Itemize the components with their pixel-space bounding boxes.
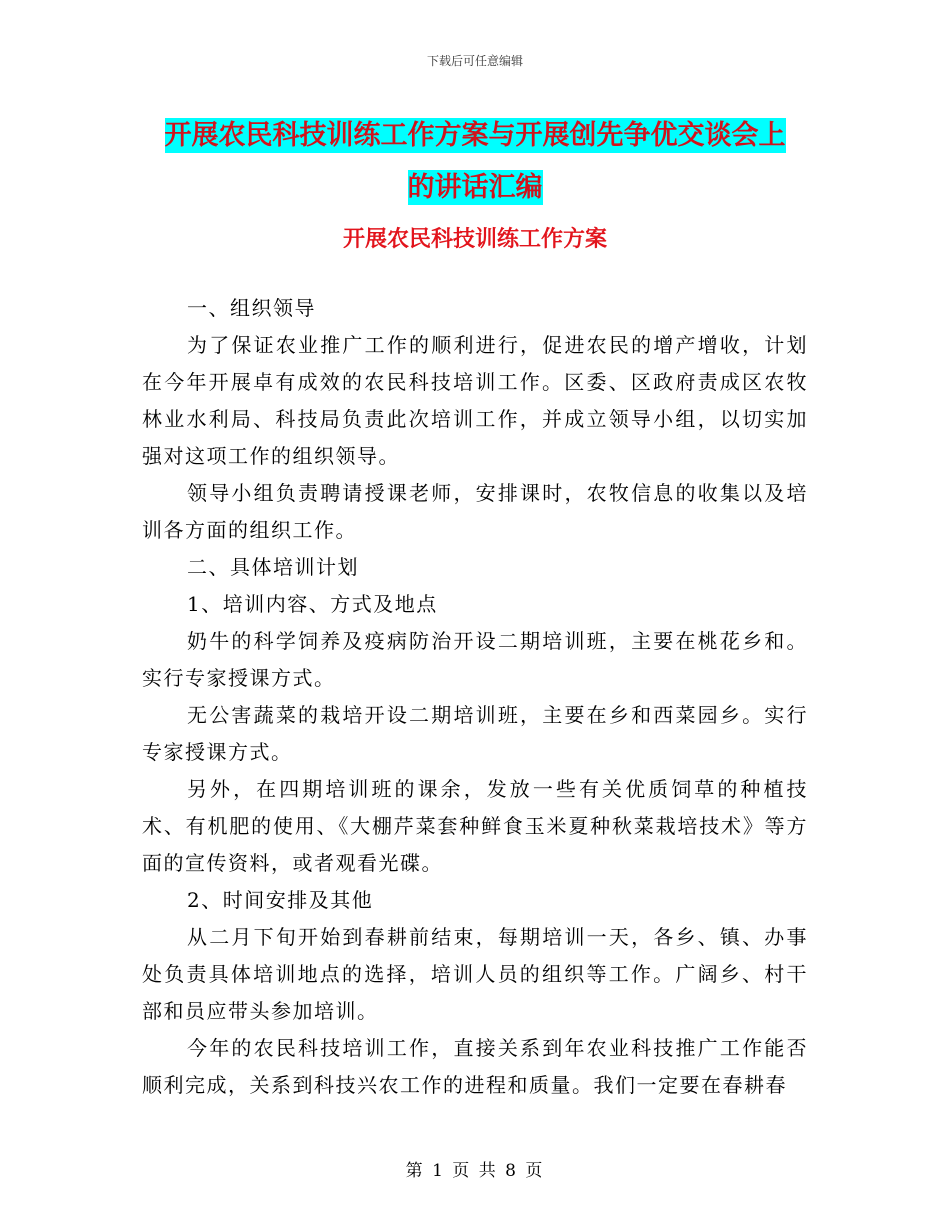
paragraph: 2、时间安排及其他 xyxy=(187,888,374,912)
document-body xyxy=(142,290,808,1104)
section-title: 开展农民科技训练工作方案 xyxy=(342,227,607,252)
paragraph: 无公害蔬菜的栽培开设二期培训班，主要在乡和西菜园乡。实行专家授课方式。 xyxy=(142,703,808,764)
paragraph: 1、培训内容、方式及地点 xyxy=(187,592,438,616)
paragraph: 二、具体培训计划 xyxy=(187,555,359,579)
paragraph: 另外，在四期培训班的课余，发放一些有关优质饲草的种植技术、有机肥的使用、《大棚芹菜套种鲜食玉米夏种秋菜栽培技术》等方面的宣传资料，或者观看光碟。 xyxy=(142,777,808,875)
paragraph: 今年的农民科技培训工作，直接关系到年农业科技推广工作能否顺利完成，关系到科技兴农工作的进程和质量。我们一定要在春耕春 xyxy=(142,1036,808,1097)
title-line-2: 的讲话汇编 xyxy=(407,172,543,203)
paragraph: 奶牛的科学饲养及疫病防治开设二期培训班，主要在桃花乡和。实行专家授课方式。 xyxy=(142,629,808,690)
title-line-1: 开展农民科技训练工作方案与开展创先争优交谈会上 xyxy=(164,120,786,151)
paragraph: 从二月下旬开始到春耕前结束，每期培训一天，各乡、镇、办事处负责具体培训地点的选择，培训人员的组织等工作。广阔乡、村干部和员应带头参加培训。 xyxy=(142,925,808,1023)
page-header-note: 下载后可任意编辑 xyxy=(426,54,523,68)
page-number: 第 1 页 共 8 页 xyxy=(405,1161,545,1181)
paragraph: 领导小组负责聘请授课老师，安排课时，农牧信息的收集以及培训各方面的组织工作。 xyxy=(142,481,808,542)
paragraph: 为了保证农业推广工作的顺利进行，促进农民的增产增收，计划在今年开展卓有成效的农民科技培训工作。区委、区政府责成区农牧林业水利局、科技局负责此次培训工作，并成立领导小组，以切实加强对这项工作的组织领导。 xyxy=(142,333,808,468)
paragraph: 一、组织领导 xyxy=(187,296,316,320)
document-title xyxy=(0,110,950,214)
